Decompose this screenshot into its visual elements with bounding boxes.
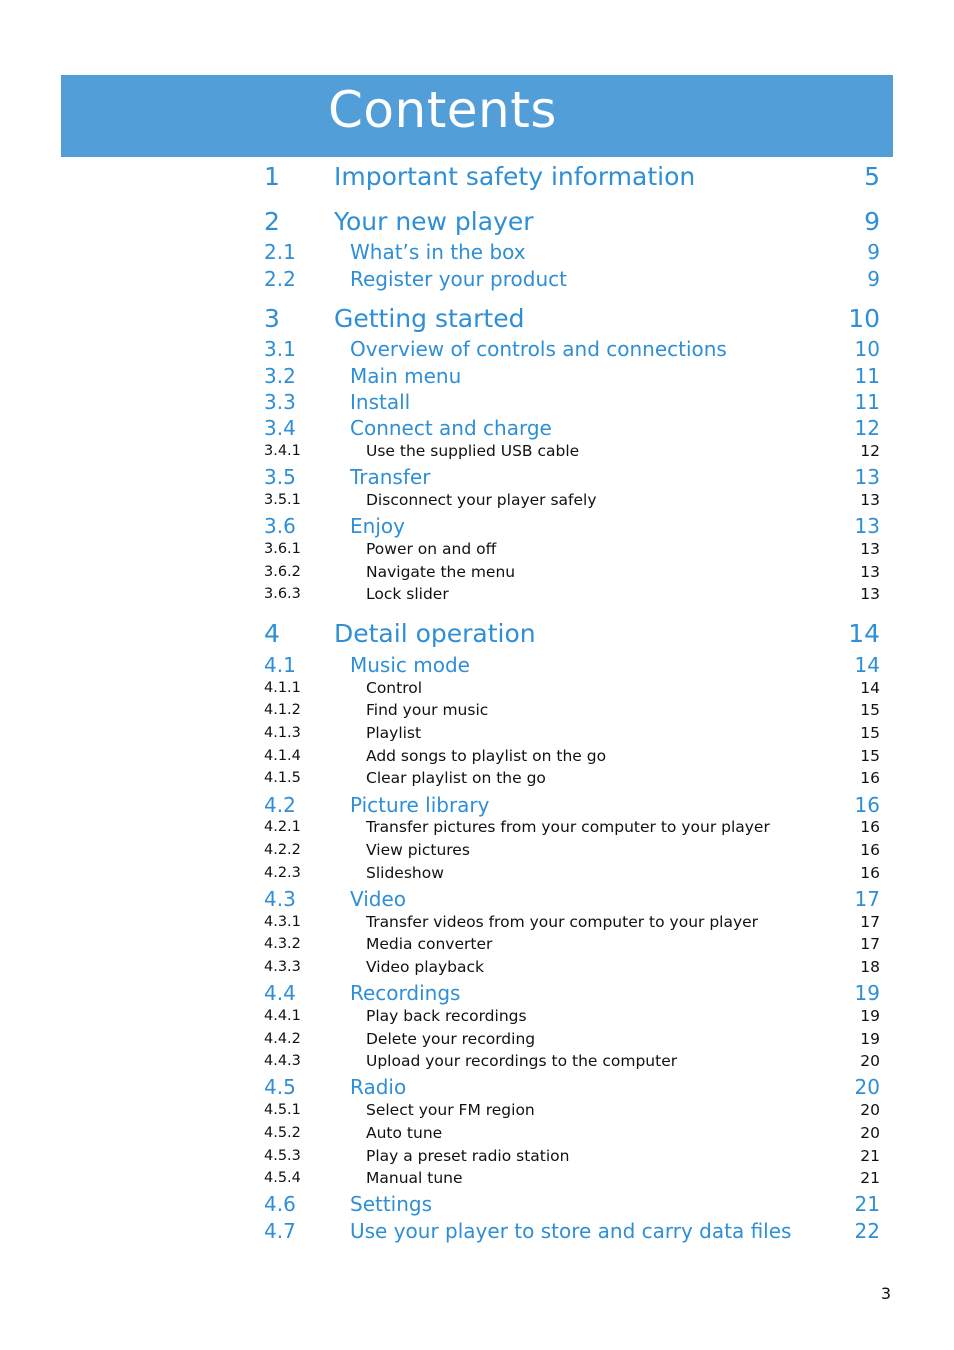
toc-entry-number: 3.4.1	[264, 443, 301, 459]
toc-entry-number: 4.4.3	[264, 1053, 301, 1069]
toc-entry[interactable]	[0, 335, 954, 363]
toc-entry-number: 4.1	[264, 653, 296, 677]
toc-entry-title: Connect and charge	[350, 416, 552, 440]
toc-entry-number: 4.1.1	[264, 680, 301, 696]
toc-entry[interactable]	[0, 1217, 954, 1245]
toc-entry-title: Transfer pictures from your computer to your player	[366, 818, 770, 836]
toc-entry-title: Detail operation	[334, 619, 536, 648]
toc-entry-title: Disconnect your player safely	[366, 491, 597, 509]
toc-entry[interactable]	[0, 816, 954, 838]
toc-entry[interactable]	[0, 885, 954, 913]
toc-entry-number: 3.6.3	[264, 586, 301, 602]
toc-entry-title: Manual tune	[366, 1169, 463, 1187]
toc-entry-page: 14	[854, 653, 880, 677]
toc-entry-title: Video playback	[366, 958, 485, 976]
toc-entry-title: Enjoy	[350, 514, 405, 538]
toc-entry[interactable]	[0, 651, 954, 679]
toc-entry-page: 19	[860, 1007, 880, 1025]
toc-entry-title: Select your FM region	[366, 1101, 535, 1119]
toc-entry[interactable]	[0, 933, 954, 955]
toc-entry-title: Music mode	[350, 653, 470, 677]
toc-entry-number: 4.4	[264, 981, 296, 1005]
toc-entry[interactable]	[0, 767, 954, 789]
toc-entry[interactable]	[0, 862, 954, 884]
toc-entry-page: 15	[860, 724, 880, 742]
toc-entry-number: 4.5	[264, 1075, 296, 1099]
toc-entry-page: 19	[854, 981, 880, 1005]
toc-entry-title: Add songs to playlist on the go	[366, 747, 607, 765]
toc-entry-number: 4.5.3	[264, 1148, 301, 1164]
toc-entry-page: 20	[854, 1075, 880, 1099]
toc-entry[interactable]	[0, 414, 954, 442]
toc-entry[interactable]	[0, 161, 954, 193]
toc-entry-title: Playlist	[366, 724, 422, 742]
toc-entry-title: Settings	[350, 1192, 433, 1216]
toc-entry-number: 4.1.4	[264, 748, 301, 764]
toc-entry-number: 4.5.4	[264, 1170, 301, 1186]
toc-entry[interactable]	[0, 362, 954, 390]
toc-entry[interactable]	[0, 745, 954, 767]
toc-entry-number: 4.2.3	[264, 865, 301, 881]
toc-entry-page: 15	[860, 701, 880, 719]
toc-entry-title: Main menu	[350, 364, 462, 388]
toc-entry-title: Power on and off	[366, 540, 497, 558]
toc-entry[interactable]	[0, 489, 954, 511]
toc-entry-page: 13	[860, 563, 880, 581]
toc-entry-title: Overview of controls and connections	[350, 337, 727, 361]
toc-entry[interactable]	[0, 388, 954, 416]
toc-entry-title: Lock slider	[366, 585, 449, 603]
toc-entry-title: Delete your recording	[366, 1030, 536, 1048]
toc-entry-page: 12	[860, 442, 880, 460]
toc-entry-number: 4.2.1	[264, 819, 301, 835]
toc-entry-number: 4.4.1	[264, 1008, 301, 1024]
toc-entry-title: Control	[366, 679, 423, 697]
toc-entry[interactable]	[0, 839, 954, 861]
toc-entry-number: 2.1	[264, 240, 296, 264]
page-number: 3	[880, 1284, 891, 1303]
toc-entry-number: 3	[264, 304, 280, 333]
toc-entry-title: Picture library	[350, 793, 490, 817]
toc-entry-page: 13	[854, 514, 880, 538]
toc-entry[interactable]	[0, 265, 954, 293]
toc-entry-title: View pictures	[366, 841, 470, 859]
toc-entry-page: 17	[860, 913, 880, 931]
toc-entry[interactable]	[0, 238, 954, 266]
toc-entry-number: 4.3.1	[264, 914, 301, 930]
toc-entry-number: 4.5.2	[264, 1125, 301, 1141]
toc-entry-number: 2	[264, 207, 280, 236]
toc-entry[interactable]	[0, 206, 954, 238]
toc-entry-number: 2.2	[264, 267, 296, 291]
toc-entry[interactable]	[0, 956, 954, 978]
toc-entry-title: Media converter	[366, 935, 493, 953]
toc-entry-page: 17	[854, 887, 880, 911]
toc-entry-title: Radio	[350, 1075, 407, 1099]
toc-entry-number: 4.6	[264, 1192, 296, 1216]
toc-entry-page: 5	[864, 162, 880, 191]
toc-entry[interactable]	[0, 1099, 954, 1121]
toc-entry[interactable]	[0, 1145, 954, 1167]
toc-entry-title: Video	[350, 887, 407, 911]
toc-entry-title: Clear playlist on the go	[366, 769, 546, 787]
toc-entry-page: 15	[860, 747, 880, 765]
toc-entry-number: 4.5.1	[264, 1102, 301, 1118]
toc-entry-page: 20	[860, 1124, 880, 1142]
toc-entry[interactable]	[0, 440, 954, 462]
toc-entry-title: Use your player to store and carry data files	[350, 1219, 792, 1243]
toc-entry-page: 10	[848, 304, 880, 333]
toc-entry-page: 19	[860, 1030, 880, 1048]
toc-entry[interactable]	[0, 722, 954, 744]
toc-entry-page: 9	[867, 240, 880, 264]
toc-entry[interactable]	[0, 463, 954, 491]
toc-entry-page: 16	[854, 793, 880, 817]
toc-entry-page: 16	[860, 864, 880, 882]
toc-entry[interactable]	[0, 303, 954, 335]
toc-entry[interactable]	[0, 538, 954, 560]
page-title: Contents	[328, 81, 557, 139]
toc-entry-page: 21	[860, 1169, 880, 1187]
toc-entry-number: 3.6	[264, 514, 296, 538]
toc-entry[interactable]	[0, 1005, 954, 1027]
toc-entry-page: 16	[860, 818, 880, 836]
toc-entry[interactable]	[0, 677, 954, 699]
toc-entry-page: 18	[860, 958, 880, 976]
toc-entry[interactable]	[0, 911, 954, 933]
toc-entry-title: Play back recordings	[366, 1007, 527, 1025]
toc-entry[interactable]	[0, 1028, 954, 1050]
toc-entry[interactable]	[0, 1190, 954, 1218]
toc-entry-number: 4.2	[264, 793, 296, 817]
toc-entry[interactable]	[0, 699, 954, 721]
toc-entry[interactable]	[0, 791, 954, 819]
toc-entry-title: Navigate the menu	[366, 563, 516, 581]
toc-entry-title: Slideshow	[366, 864, 444, 882]
toc-entry-page: 16	[860, 841, 880, 859]
toc-entry-title: What’s in the box	[350, 240, 526, 264]
toc-entry-page: 9	[867, 267, 880, 291]
toc-entry[interactable]	[0, 1122, 954, 1144]
toc-entry-page: 11	[854, 390, 880, 414]
toc-entry-number: 4.1.5	[264, 770, 301, 786]
toc-entry-number: 3.4	[264, 416, 296, 440]
toc-entry-page: 13	[860, 540, 880, 558]
toc-entry-title: Transfer	[350, 465, 431, 489]
toc-entry-number: 3.6.1	[264, 541, 301, 557]
toc-entry-title: Important safety information	[334, 162, 696, 191]
toc-entry-number: 4.2.2	[264, 842, 301, 858]
toc-entry-page: 14	[860, 679, 880, 697]
toc-entry-page: 16	[860, 769, 880, 787]
toc-entry-title: Register your product	[350, 267, 567, 291]
toc-entry-page: 9	[864, 207, 880, 236]
toc-entry-number: 3.5	[264, 465, 296, 489]
toc-entry-number: 4.1.3	[264, 725, 301, 741]
toc-entry-title: Use the supplied USB cable	[366, 442, 580, 460]
toc-entry-number: 3.1	[264, 337, 296, 361]
toc-entry[interactable]	[0, 512, 954, 540]
toc-entry[interactable]	[0, 1073, 954, 1101]
toc-entry-title: Recordings	[350, 981, 461, 1005]
toc-entry-number: 3.2	[264, 364, 296, 388]
toc-entry[interactable]	[0, 618, 954, 650]
toc-entry-number: 4.7	[264, 1219, 296, 1243]
toc-entry-number: 3.6.2	[264, 564, 301, 580]
toc-entry-number: 3.3	[264, 390, 296, 414]
toc-entry-number: 4.4.2	[264, 1031, 301, 1047]
toc-entry-title: Transfer videos from your computer to your player	[366, 913, 759, 931]
toc-entry[interactable]	[0, 1050, 954, 1072]
toc-entry-number: 4	[264, 619, 280, 648]
toc-entry-title: Auto tune	[366, 1124, 443, 1142]
toc-entry-number: 3.5.1	[264, 492, 301, 508]
toc-entry[interactable]	[0, 583, 954, 605]
toc-entry-page: 13	[854, 465, 880, 489]
toc-entry-page: 21	[854, 1192, 880, 1216]
toc-entry-title: Install	[350, 390, 411, 414]
toc-entry-page: 11	[854, 364, 880, 388]
toc-entry-page: 20	[860, 1101, 880, 1119]
toc-entry-page: 12	[854, 416, 880, 440]
toc-entry[interactable]	[0, 1167, 954, 1189]
toc-entry-page: 14	[848, 619, 880, 648]
toc-entry[interactable]	[0, 561, 954, 583]
toc-entry[interactable]	[0, 979, 954, 1007]
toc-entry-title: Your new player	[334, 207, 534, 236]
toc-entry-page: 13	[860, 491, 880, 509]
toc-entry-number: 4.3	[264, 887, 296, 911]
toc-entry-page: 13	[860, 585, 880, 603]
toc-entry-number: 4.1.2	[264, 702, 301, 718]
toc-entry-page: 21	[860, 1147, 880, 1165]
toc-entry-number: 4.3.2	[264, 936, 301, 952]
toc-entry-title: Find your music	[366, 701, 489, 719]
toc-entry-page: 20	[860, 1052, 880, 1070]
toc-entry-number: 4.3.3	[264, 959, 301, 975]
toc-entry-page: 17	[860, 935, 880, 953]
toc-entry-page: 10	[854, 337, 880, 361]
toc-entry-page: 22	[854, 1219, 880, 1243]
toc-entry-number: 1	[264, 162, 280, 191]
toc-entry-title: Upload your recordings to the computer	[366, 1052, 678, 1070]
toc-entry-title: Play a preset radio station	[366, 1147, 570, 1165]
toc-entry-title: Getting started	[334, 304, 525, 333]
